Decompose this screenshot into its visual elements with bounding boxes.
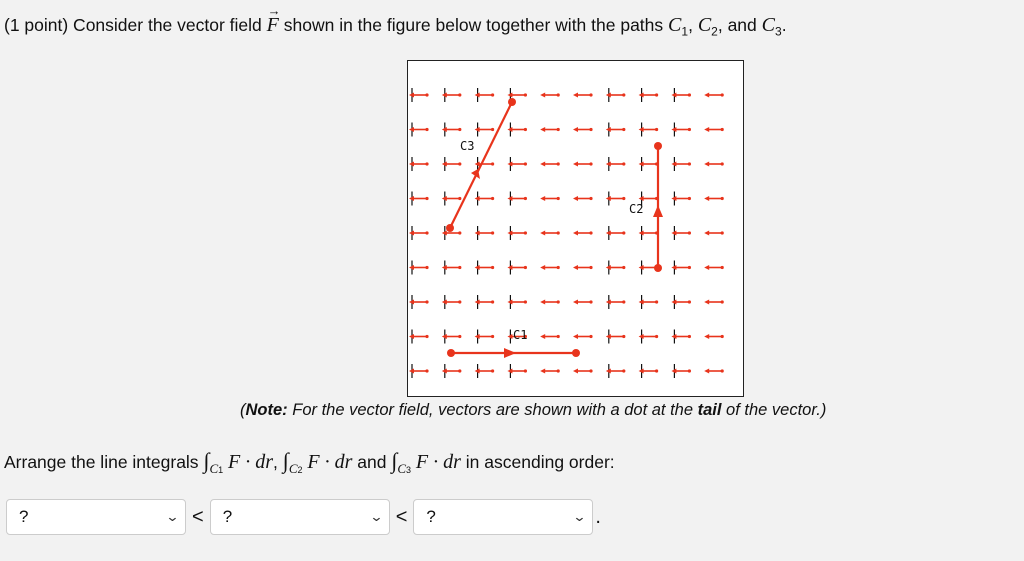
field-vector-tail-dot [524, 162, 527, 165]
field-vector-tail-dot [622, 300, 625, 303]
field-vector-tail-dot [721, 369, 724, 372]
field-vector-tail-dot [524, 369, 527, 372]
field-vector-tail-dot [721, 335, 724, 338]
answer-select-1[interactable] [6, 499, 186, 535]
integral-1-sub: C [209, 460, 219, 476]
field-vector-tail-dot [425, 93, 428, 96]
field-vector-tail-dot [688, 335, 691, 338]
field-vector-tail-dot [688, 231, 691, 234]
vector-field-plot [408, 61, 743, 396]
question-prefix: (1 point) Consider the vector field [4, 15, 262, 35]
field-vector-tail-dot [491, 162, 494, 165]
prompt-and: and [357, 452, 387, 472]
path-c1-start-dot [447, 349, 455, 357]
integral-3-sub: C [397, 460, 407, 476]
field-vector-arrowhead [704, 369, 709, 374]
field-vector-tail-dot [589, 162, 592, 165]
integral-symbol-3: ∫ [391, 448, 398, 473]
field-vector-tail-dot [688, 300, 691, 303]
field-vector-tail-dot [425, 162, 428, 165]
field-vector-arrowhead [573, 300, 578, 305]
note-tail-word: tail [697, 401, 722, 419]
field-vector-tail-dot [458, 128, 461, 131]
integral-1-index: 1 [218, 464, 224, 475]
field-vector-tail-dot [589, 300, 592, 303]
path-c3-symbol: C [761, 14, 775, 36]
field-vector-tail-dot [589, 369, 592, 372]
path-c1-end-dot [572, 349, 580, 357]
path-c1-arrowhead [504, 348, 516, 358]
field-vector-tail-dot [622, 197, 625, 200]
field-vector-tail-dot [425, 369, 428, 372]
field-vector-tail-dot [721, 128, 724, 131]
field-vector-arrowhead [540, 127, 545, 132]
field-vector-arrowhead [573, 369, 578, 374]
integral-3-index: 3 [406, 464, 412, 475]
field-vector-tail-dot [589, 266, 592, 269]
field-vector-arrowhead [540, 162, 545, 167]
field-vector-tail-dot [622, 162, 625, 165]
note-text: For the vector field, vectors are shown with a dot at the [287, 401, 698, 419]
field-vector-arrowhead [540, 196, 545, 201]
path-c3-start-dot [446, 224, 454, 232]
field-vector-tail-dot [491, 266, 494, 269]
field-vector-arrowhead [573, 196, 578, 201]
field-vector-tail-dot [721, 231, 724, 234]
vector-field-symbol: → F [267, 14, 279, 37]
field-vector-tail-dot [557, 335, 560, 338]
field-vector-arrowhead [704, 265, 709, 270]
field-vector-tail-dot [491, 369, 494, 372]
field-vector-arrowhead [573, 127, 578, 132]
path-label-c1: C1 [513, 328, 528, 342]
field-vector-tail-dot [688, 197, 691, 200]
field-vector-arrowhead [573, 162, 578, 167]
field-vector-tail-dot [721, 300, 724, 303]
field-vector-tail-dot [557, 162, 560, 165]
field-vector-tail-dot [688, 128, 691, 131]
field-vector-tail-dot [589, 197, 592, 200]
less-than-1: < [192, 505, 204, 528]
field-vector-tail-dot [557, 300, 560, 303]
path-c2-arrowhead [653, 205, 663, 217]
field-vector-tail-dot [622, 266, 625, 269]
field-vector-tail-dot [524, 128, 527, 131]
prompt-sep: , [273, 452, 278, 472]
path-c2-top-dot [654, 142, 662, 150]
field-vector-arrowhead [573, 93, 578, 98]
field-vector-tail-dot [688, 162, 691, 165]
path-c2-symbol: C [697, 14, 712, 36]
answer-select-3[interactable] [413, 499, 593, 535]
question-end: . [781, 15, 787, 35]
vector-field-figure [407, 60, 744, 397]
field-vector-tail-dot [721, 162, 724, 165]
path-c2-bottom-dot [654, 264, 662, 272]
field-vector-tail-dot [491, 300, 494, 303]
path-c3-end-dot [508, 98, 516, 106]
answer-select-2[interactable] [210, 499, 390, 535]
chevron-down-icon: ⌄ [369, 509, 384, 524]
field-vector-tail-dot [458, 162, 461, 165]
path-label-c2: C2 [629, 202, 644, 216]
field-vector-arrowhead [704, 231, 709, 236]
field-vector-arrowhead [573, 265, 578, 270]
field-vector-tail-dot [491, 197, 494, 200]
question-and: , and [717, 15, 757, 35]
field-vector-tail-dot [557, 128, 560, 131]
field-vector-tail-dot [524, 93, 527, 96]
field-vector-tail-dot [622, 335, 625, 338]
field-vector-arrowhead [704, 334, 709, 339]
field-vector-tail-dot [622, 369, 625, 372]
field-vector-tail-dot [589, 128, 592, 131]
answer-select-1-value: ? [19, 507, 29, 526]
answer-select-3-value: ? [426, 507, 436, 526]
field-vector-arrowhead [704, 196, 709, 201]
question-text [4, 14, 787, 39]
field-vector-arrowhead [540, 231, 545, 236]
figure-note [240, 401, 826, 420]
integral-2-index: 2 [297, 464, 303, 475]
field-vector-tail-dot [458, 231, 461, 234]
path-c2-sub: 2 [711, 24, 718, 39]
field-vector-tail-dot [524, 197, 527, 200]
integral-2-expr: F · dr [307, 451, 353, 473]
question-comma: , [688, 15, 693, 35]
field-vector-tail-dot [721, 266, 724, 269]
note-close: of the vector.) [721, 401, 827, 419]
field-vector-tail-dot [524, 266, 527, 269]
field-vector-arrowhead [704, 300, 709, 305]
field-vector-tail-dot [458, 300, 461, 303]
prompt-before: Arrange the line integrals [4, 452, 199, 472]
field-vector-tail-dot [688, 93, 691, 96]
field-vector-arrowhead [573, 231, 578, 236]
field-vector-arrowhead [540, 93, 545, 98]
field-vector-tail-dot [688, 266, 691, 269]
field-vector-tail-dot [524, 231, 527, 234]
path-c3-sub: 3 [775, 24, 782, 39]
field-vector-tail-dot [458, 197, 461, 200]
field-vector-arrowhead [704, 93, 709, 98]
field-vector-tail-dot [524, 300, 527, 303]
field-vector-tail-dot [655, 93, 658, 96]
integral-2-sub: C [288, 460, 298, 476]
chevron-down-icon: ⌄ [165, 509, 180, 524]
field-vector-arrowhead [540, 265, 545, 270]
field-vector-tail-dot [655, 300, 658, 303]
field-vector-tail-dot [425, 197, 428, 200]
field-vector-arrowhead [540, 300, 545, 305]
field-vector-tail-dot [425, 128, 428, 131]
field-vector-tail-dot [622, 93, 625, 96]
field-vector-tail-dot [721, 93, 724, 96]
chevron-down-icon: ⌄ [572, 509, 588, 524]
question-middle: shown in the figure below together with the paths [283, 15, 664, 35]
integral-symbol-1: ∫ [203, 448, 210, 473]
field-vector-tail-dot [458, 93, 461, 96]
field-vector-tail-dot [491, 93, 494, 96]
less-than-2: < [395, 505, 408, 528]
field-vector-tail-dot [589, 335, 592, 338]
path-c1-symbol: C [668, 14, 682, 36]
field-vector-tail-dot [557, 231, 560, 234]
note-open: ( [240, 401, 246, 419]
field-vector-tail-dot [589, 93, 592, 96]
answer-period: . [595, 505, 601, 528]
field-vector-arrowhead [540, 334, 545, 339]
field-vector-arrowhead [704, 162, 709, 167]
path-c1-sub: 1 [681, 24, 689, 39]
field-vector-tail-dot [655, 128, 658, 131]
note-label: Note: [245, 401, 288, 419]
field-vector-tail-dot [458, 369, 461, 372]
field-vector-tail-dot [557, 197, 560, 200]
field-vector-tail-dot [557, 369, 560, 372]
field-vector-tail-dot [425, 335, 428, 338]
field-vector-tail-dot [491, 335, 494, 338]
field-vector-arrowhead [540, 369, 545, 374]
field-vector-tail-dot [458, 335, 461, 338]
answer-select-2-value: ? [222, 507, 233, 526]
integral-symbol-2: ∫ [282, 448, 289, 473]
field-vector-tail-dot [622, 231, 625, 234]
field-vector-tail-dot [589, 231, 592, 234]
field-vector-arrowhead [573, 334, 578, 339]
field-vector-tail-dot [425, 266, 428, 269]
integral-1-expr: F · dr [228, 451, 274, 473]
ordering-prompt [4, 448, 615, 477]
field-vector-tail-dot [688, 369, 691, 372]
field-vector-tail-dot [721, 197, 724, 200]
field-vector-tail-dot [557, 266, 560, 269]
field-vector-tail-dot [458, 266, 461, 269]
field-vector-tail-dot [425, 231, 428, 234]
field-vector-tail-dot [655, 335, 658, 338]
field-vector-tail-dot [655, 369, 658, 372]
field-vector-tail-dot [491, 128, 494, 131]
answer-row [6, 498, 601, 536]
field-vector-tail-dot [622, 128, 625, 131]
field-vector-tail-dot [425, 300, 428, 303]
path-label-c3: C3 [460, 139, 475, 153]
prompt-after: in ascending order: [465, 452, 615, 472]
integral-3-expr: F · dr [415, 451, 461, 473]
field-vector-tail-dot [491, 231, 494, 234]
field-vector-arrowhead [704, 127, 709, 132]
field-vector-tail-dot [557, 93, 560, 96]
